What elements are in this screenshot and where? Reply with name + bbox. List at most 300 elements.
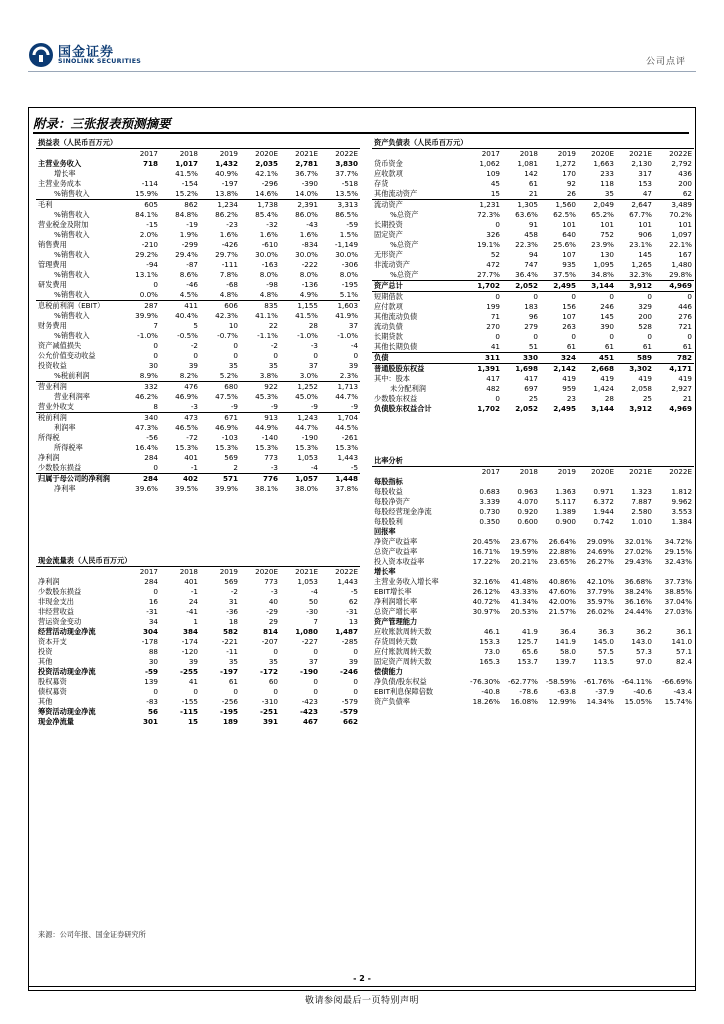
row-value: 2 bbox=[200, 463, 240, 474]
table-row bbox=[372, 342, 694, 353]
row-value: 13.8% bbox=[200, 189, 240, 200]
table-row bbox=[372, 627, 694, 637]
row-value: 200 bbox=[678, 179, 692, 188]
row-label: 少数股东损益 bbox=[38, 587, 82, 596]
row-label: 负债 bbox=[372, 353, 464, 364]
row-value: 1,080 bbox=[295, 627, 318, 636]
row-value: 4,969 bbox=[654, 281, 694, 292]
row-value: 15.3% bbox=[295, 443, 318, 452]
year-header-label bbox=[372, 467, 464, 478]
row-value: 0 bbox=[313, 677, 318, 686]
row-value: -59 bbox=[145, 667, 158, 676]
row-value: 2,927 bbox=[671, 384, 692, 393]
row-value: 671 bbox=[224, 413, 238, 422]
row-value: 13 bbox=[348, 617, 358, 626]
table-row bbox=[372, 557, 694, 567]
row-value: 304 bbox=[142, 627, 158, 636]
row-value: 41.1% bbox=[255, 311, 278, 320]
table-row bbox=[36, 443, 360, 453]
table-row bbox=[36, 200, 360, 211]
table-title-row bbox=[372, 138, 694, 149]
row-value: 23.67% bbox=[510, 537, 538, 546]
table-row bbox=[372, 404, 694, 414]
row-value: 2,142 bbox=[553, 364, 576, 373]
ratio-group-row bbox=[372, 567, 694, 577]
year-header: 2019 bbox=[219, 149, 238, 158]
row-value: 0 bbox=[533, 292, 538, 301]
row-label: 公允价值变动收益 bbox=[38, 351, 96, 360]
row-label: 固定资产 bbox=[374, 230, 403, 239]
row-value: 2,035 bbox=[255, 159, 278, 168]
row-label: 长期贷款 bbox=[374, 332, 403, 341]
row-label: 应付款项 bbox=[374, 302, 403, 311]
row-value: 47.3% bbox=[135, 423, 158, 432]
row-value: 4,969 bbox=[669, 404, 692, 413]
year-header: 2022E bbox=[335, 567, 358, 576]
row-value: 109 bbox=[486, 169, 500, 178]
row-value: 482 bbox=[486, 384, 500, 393]
row-value: 18.26% bbox=[472, 697, 500, 706]
row-value: 72.3% bbox=[477, 210, 500, 219]
row-label: 财务费用 bbox=[38, 321, 67, 330]
row-value: 4.5% bbox=[160, 290, 200, 301]
ratio-group-title: 增长率 bbox=[374, 567, 396, 576]
row-value: -19 bbox=[186, 220, 198, 229]
table-row bbox=[372, 322, 694, 332]
row-label: 少数股东损益 bbox=[36, 463, 120, 474]
row-value: 0 bbox=[647, 292, 652, 301]
table-row bbox=[36, 637, 360, 647]
row-value: 0 bbox=[233, 687, 238, 696]
row-value: 101 bbox=[678, 220, 692, 229]
year-header-label bbox=[372, 149, 464, 160]
row-value: 82.4 bbox=[676, 657, 693, 666]
row-value: 28 bbox=[308, 321, 318, 330]
row-value: 1,305 bbox=[517, 200, 538, 209]
row-value: 23.1% bbox=[629, 240, 652, 249]
table-row bbox=[36, 220, 360, 230]
table-title: 现金流量表（人民币百万元） bbox=[36, 556, 360, 567]
row-value: 22 bbox=[268, 321, 278, 330]
disclaimer: 敬请参阅最后一页特别声明 bbox=[304, 996, 419, 1006]
row-label: 净利润 bbox=[38, 453, 60, 462]
row-value: 1.363 bbox=[555, 487, 576, 496]
row-value: 0 bbox=[647, 332, 652, 341]
row-value: 773 bbox=[264, 577, 278, 586]
row-value: 0.900 bbox=[555, 517, 576, 526]
row-label: 普通股股东权益 bbox=[374, 364, 425, 373]
row-value: 2,058 bbox=[631, 384, 652, 393]
row-value: 67.7% bbox=[629, 210, 652, 219]
row-value: 61 bbox=[540, 342, 578, 353]
row-value: 36.4% bbox=[502, 270, 540, 281]
table-row bbox=[372, 302, 694, 312]
row-value: 14.34% bbox=[586, 697, 614, 706]
row-value: 22.1% bbox=[669, 240, 692, 249]
row-label: 固定资产周转天数 bbox=[374, 657, 432, 666]
row-value: 21.57% bbox=[548, 607, 576, 616]
income-statement-table bbox=[36, 138, 360, 494]
year-header: 2018 bbox=[179, 567, 198, 576]
row-value: 8.0% bbox=[259, 270, 278, 279]
table-row bbox=[372, 687, 694, 697]
row-value: 37.8% bbox=[335, 484, 359, 493]
row-value: 58.0 bbox=[559, 647, 576, 656]
row-value: 752 bbox=[600, 230, 614, 239]
row-label: %销售收入 bbox=[54, 250, 90, 259]
row-value: -103 bbox=[221, 433, 238, 442]
row-value: 37.04% bbox=[664, 597, 693, 606]
row-value: 0 bbox=[193, 351, 198, 360]
row-value: 41 bbox=[188, 677, 198, 686]
row-value: 46.5% bbox=[175, 423, 198, 432]
row-value: 62 bbox=[654, 189, 694, 200]
row-value: 92 bbox=[566, 179, 576, 188]
row-value: 8.2% bbox=[160, 371, 200, 382]
row-value: -2 bbox=[230, 587, 238, 596]
year-header: 2020E bbox=[255, 567, 278, 576]
row-value: 0 bbox=[233, 351, 238, 360]
row-value: 39 bbox=[348, 657, 358, 666]
row-value: 38.0% bbox=[295, 484, 318, 493]
row-value: 37 bbox=[308, 657, 318, 666]
year-header: 2018 bbox=[519, 467, 538, 476]
row-value: 417 bbox=[524, 374, 538, 383]
row-value: 70.2% bbox=[669, 210, 692, 219]
row-label: 营业利润率 bbox=[54, 392, 90, 401]
row-value: 814 bbox=[262, 627, 278, 636]
table-row bbox=[372, 657, 694, 667]
table-row bbox=[372, 587, 694, 597]
row-value: 276 bbox=[678, 312, 692, 321]
row-value: 27.03% bbox=[664, 607, 693, 616]
row-value: 7.887 bbox=[631, 497, 652, 506]
row-value: 35 bbox=[228, 361, 238, 370]
row-value: 2,647 bbox=[631, 200, 652, 209]
row-value: 0.742 bbox=[593, 517, 614, 526]
source-note: 来源：公司年报、国金证券研究所 bbox=[38, 930, 146, 939]
row-value: -423 bbox=[300, 707, 318, 716]
row-label: 少数股东权益 bbox=[374, 394, 418, 403]
row-label: %总资产 bbox=[372, 270, 464, 281]
table-row bbox=[36, 341, 360, 351]
row-value: 153 bbox=[638, 179, 652, 188]
row-value: 41.9% bbox=[335, 311, 359, 320]
row-value: 3,144 bbox=[578, 281, 616, 292]
row-value: 39.5% bbox=[175, 484, 198, 493]
row-value: 45.3% bbox=[255, 392, 278, 401]
table-row bbox=[372, 537, 694, 547]
year-header: 2021E bbox=[295, 149, 318, 158]
row-value: 29.43% bbox=[624, 557, 652, 566]
row-value: 15.3% bbox=[175, 443, 198, 452]
row-value: 39.9% bbox=[135, 311, 158, 320]
row-value: 1,704 bbox=[337, 413, 359, 422]
row-value: 1,231 bbox=[479, 200, 500, 209]
row-label: 应付账款周转天数 bbox=[374, 647, 432, 656]
page-number: - 2 - bbox=[353, 974, 371, 983]
row-value: -63.8 bbox=[557, 687, 576, 696]
row-value: 1,097 bbox=[671, 230, 692, 239]
row-value: 0 bbox=[353, 687, 358, 696]
row-value: 35.97% bbox=[586, 597, 614, 606]
row-value: 41.5% bbox=[295, 311, 318, 320]
row-value: -36 bbox=[226, 607, 238, 616]
row-value: -41 bbox=[186, 607, 198, 616]
year-header: 2018 bbox=[519, 149, 538, 158]
row-value: 0 bbox=[153, 280, 158, 289]
table-row bbox=[36, 169, 360, 179]
row-label: 营运资金变动 bbox=[38, 617, 82, 626]
table-row bbox=[372, 597, 694, 607]
row-value: 4.8% bbox=[200, 290, 240, 301]
row-value: 1,053 bbox=[297, 453, 318, 462]
row-label: %总资产 bbox=[390, 210, 419, 219]
row-label: 营业利润 bbox=[38, 382, 67, 391]
table-row bbox=[372, 159, 694, 169]
row-value: -195 bbox=[220, 707, 238, 716]
table-row bbox=[36, 587, 360, 597]
row-value: 40.9% bbox=[215, 169, 238, 178]
row-value: 411 bbox=[184, 301, 198, 310]
year-header: 2018 bbox=[179, 149, 198, 158]
row-value: 476 bbox=[184, 382, 198, 391]
table-row bbox=[372, 647, 694, 657]
table-row bbox=[36, 627, 360, 637]
row-value: -1.0% bbox=[337, 331, 359, 340]
row-value: 26.02% bbox=[586, 607, 614, 616]
row-value: 4.070 bbox=[517, 497, 538, 506]
row-value: 153.7 bbox=[517, 657, 538, 666]
row-label: 主营业务收入 bbox=[38, 159, 82, 168]
row-value: 37.7% bbox=[335, 169, 359, 178]
row-value bbox=[120, 169, 160, 179]
row-value: 107 bbox=[562, 312, 576, 321]
row-value: 862 bbox=[184, 200, 198, 209]
row-value: 170 bbox=[562, 169, 576, 178]
row-value: 41.34% bbox=[510, 597, 538, 606]
row-value: 2,495 bbox=[553, 404, 576, 413]
table-row bbox=[36, 577, 360, 587]
row-value: 21 bbox=[682, 394, 692, 403]
year-header: 2017 bbox=[481, 149, 500, 158]
row-value: 0.0% bbox=[120, 290, 160, 301]
row-label: 其中：股本 bbox=[374, 374, 410, 383]
row-value: 0 bbox=[687, 332, 692, 341]
row-value: 773 bbox=[264, 453, 278, 462]
row-value: 101 bbox=[600, 220, 614, 229]
table-title: 资产负债表（人民币百万元） bbox=[372, 138, 694, 149]
row-value: -1.0% bbox=[137, 331, 158, 340]
row-value: -178 bbox=[141, 637, 158, 646]
row-value: 1,480 bbox=[671, 260, 692, 269]
row-value: 472 bbox=[486, 260, 500, 269]
row-value: 5.2% bbox=[200, 371, 240, 382]
row-value: 451 bbox=[578, 353, 616, 364]
row-value: 7.8% bbox=[219, 270, 238, 279]
row-value: 14.6% bbox=[240, 189, 280, 200]
table-row bbox=[36, 687, 360, 697]
ratio-group-row bbox=[372, 527, 694, 537]
row-value: 39.9% bbox=[215, 484, 238, 493]
row-value: 101 bbox=[638, 220, 652, 229]
row-value: 0 bbox=[353, 677, 358, 686]
row-value: -9 bbox=[320, 402, 360, 413]
row-value: -3 bbox=[270, 587, 278, 596]
row-value: 233 bbox=[600, 169, 614, 178]
row-value: -210 bbox=[141, 240, 158, 249]
row-value: 12.99% bbox=[548, 697, 576, 706]
row-value: -227 bbox=[301, 637, 318, 646]
row-value: 34.72% bbox=[664, 537, 693, 546]
row-value: 1 bbox=[193, 617, 198, 626]
row-label: 主营业务成本 bbox=[38, 179, 82, 188]
row-value: -114 bbox=[141, 179, 158, 188]
row-label: 所得税 bbox=[38, 433, 60, 442]
row-label: 所得税率 bbox=[54, 443, 83, 452]
table-row bbox=[372, 220, 694, 230]
table-row bbox=[372, 270, 694, 281]
row-value: -3 bbox=[160, 402, 200, 413]
table-row bbox=[372, 179, 694, 189]
row-label: 其他 bbox=[38, 697, 53, 706]
row-value: 0 bbox=[273, 647, 278, 656]
row-label: 投资活动现金净流 bbox=[38, 667, 96, 676]
row-value: -43.4 bbox=[673, 687, 693, 696]
row-value: 44.5% bbox=[335, 423, 359, 432]
table-row bbox=[36, 371, 360, 382]
year-header: 2019 bbox=[557, 149, 576, 158]
row-value: 15.3% bbox=[215, 443, 238, 452]
row-value: 39 bbox=[188, 361, 198, 370]
row-value: -255 bbox=[180, 667, 198, 676]
year-header: 2021E bbox=[629, 467, 652, 476]
row-value: 528 bbox=[638, 322, 652, 331]
table-row bbox=[36, 392, 360, 402]
row-label: EBIT利息保障倍数 bbox=[374, 687, 434, 696]
row-value: 28 bbox=[604, 394, 614, 403]
row-value: -111 bbox=[221, 260, 238, 269]
year-header: 2020E bbox=[591, 149, 614, 158]
row-value: 1.812 bbox=[671, 487, 693, 496]
row-value: 3,144 bbox=[591, 404, 614, 413]
table-row bbox=[36, 311, 360, 321]
row-value: 61 bbox=[228, 677, 238, 686]
table-row bbox=[372, 292, 694, 303]
row-value: 1,698 bbox=[515, 364, 538, 373]
year-header: 2021E bbox=[295, 567, 318, 576]
row-value: -579 bbox=[341, 697, 358, 706]
row-value: -66.69% bbox=[662, 677, 693, 686]
row-label: %税前利润 bbox=[36, 371, 120, 382]
row-label: %销售收入 bbox=[36, 189, 120, 200]
year-header: 2020E bbox=[255, 149, 278, 158]
row-value: 61 bbox=[578, 342, 616, 353]
row-value: 8.9% bbox=[120, 371, 160, 382]
row-value: -140 bbox=[261, 433, 278, 442]
row-value: -30 bbox=[306, 607, 318, 616]
row-value: 7 bbox=[313, 617, 318, 626]
row-value: 2,130 bbox=[631, 159, 652, 168]
row-value: -1,149 bbox=[334, 240, 359, 249]
row-value: 101 bbox=[562, 220, 576, 229]
row-value: 1.384 bbox=[671, 517, 693, 526]
row-value: 2,052 bbox=[515, 404, 538, 413]
table-row bbox=[36, 230, 360, 240]
row-value: 0.971 bbox=[593, 487, 614, 496]
row-value: 46.9% bbox=[215, 423, 238, 432]
row-value: 0 bbox=[495, 332, 500, 341]
row-value: 935 bbox=[562, 260, 576, 269]
row-value: 41 bbox=[464, 342, 502, 353]
row-label: 流动负债 bbox=[374, 322, 403, 331]
row-value: 0 bbox=[609, 292, 614, 301]
row-label: 资产负债率 bbox=[374, 697, 410, 706]
row-value: 47.5% bbox=[215, 392, 238, 401]
row-value: 3.339 bbox=[479, 497, 500, 506]
row-value: -46 bbox=[186, 280, 198, 289]
row-value: 0 bbox=[313, 351, 318, 360]
table-row bbox=[372, 577, 694, 587]
table-row bbox=[372, 607, 694, 617]
row-value: 922 bbox=[264, 382, 278, 391]
row-value: -9 bbox=[240, 402, 280, 413]
row-value: 165.3 bbox=[479, 657, 500, 666]
row-value: 0.600 bbox=[517, 517, 538, 526]
row-value: -78.6 bbox=[519, 687, 538, 696]
row-value: 0 bbox=[313, 687, 318, 696]
row-value: -5 bbox=[320, 463, 360, 474]
row-value: 301 bbox=[142, 717, 158, 726]
row-value: 1,448 bbox=[335, 474, 359, 483]
row-value: 0 bbox=[153, 587, 158, 596]
row-value: 1,443 bbox=[337, 577, 358, 586]
row-value: -390 bbox=[301, 179, 318, 188]
row-value: 42.10% bbox=[586, 577, 614, 586]
row-value: -120 bbox=[181, 647, 198, 656]
table-row bbox=[36, 290, 360, 301]
row-value: -1 bbox=[160, 463, 200, 474]
row-value: 2.3% bbox=[320, 371, 360, 382]
table-row bbox=[372, 250, 694, 260]
row-label: EBIT增长率 bbox=[374, 587, 412, 596]
table-row bbox=[36, 402, 360, 413]
row-value: 153.3 bbox=[479, 637, 500, 646]
row-value: 97.0 bbox=[635, 657, 652, 666]
page-header bbox=[0, 0, 724, 80]
row-value: 37 bbox=[348, 321, 359, 330]
row-value: 45.0% bbox=[295, 392, 318, 401]
row-label: 管理费用 bbox=[38, 260, 67, 269]
row-value: 0.920 bbox=[517, 507, 538, 516]
row-label: 净利润 bbox=[38, 577, 60, 586]
row-label: 其他长期负债 bbox=[372, 342, 464, 353]
row-value: 30.0% bbox=[255, 250, 278, 259]
row-value: 32.16% bbox=[472, 577, 500, 586]
row-value: -299 bbox=[181, 240, 198, 249]
table-row bbox=[36, 179, 360, 189]
row-value: 189 bbox=[222, 717, 238, 726]
row-value: 835 bbox=[264, 301, 278, 310]
table-row bbox=[36, 484, 360, 494]
row-label: 非经营收益 bbox=[38, 607, 74, 616]
row-value: 2,049 bbox=[593, 200, 614, 209]
row-value: 1,603 bbox=[337, 301, 359, 310]
row-value: 24.44% bbox=[624, 607, 652, 616]
row-value: 2,781 bbox=[295, 159, 318, 168]
row-value: 332 bbox=[144, 382, 158, 391]
row-value: 84.8% bbox=[175, 210, 198, 219]
